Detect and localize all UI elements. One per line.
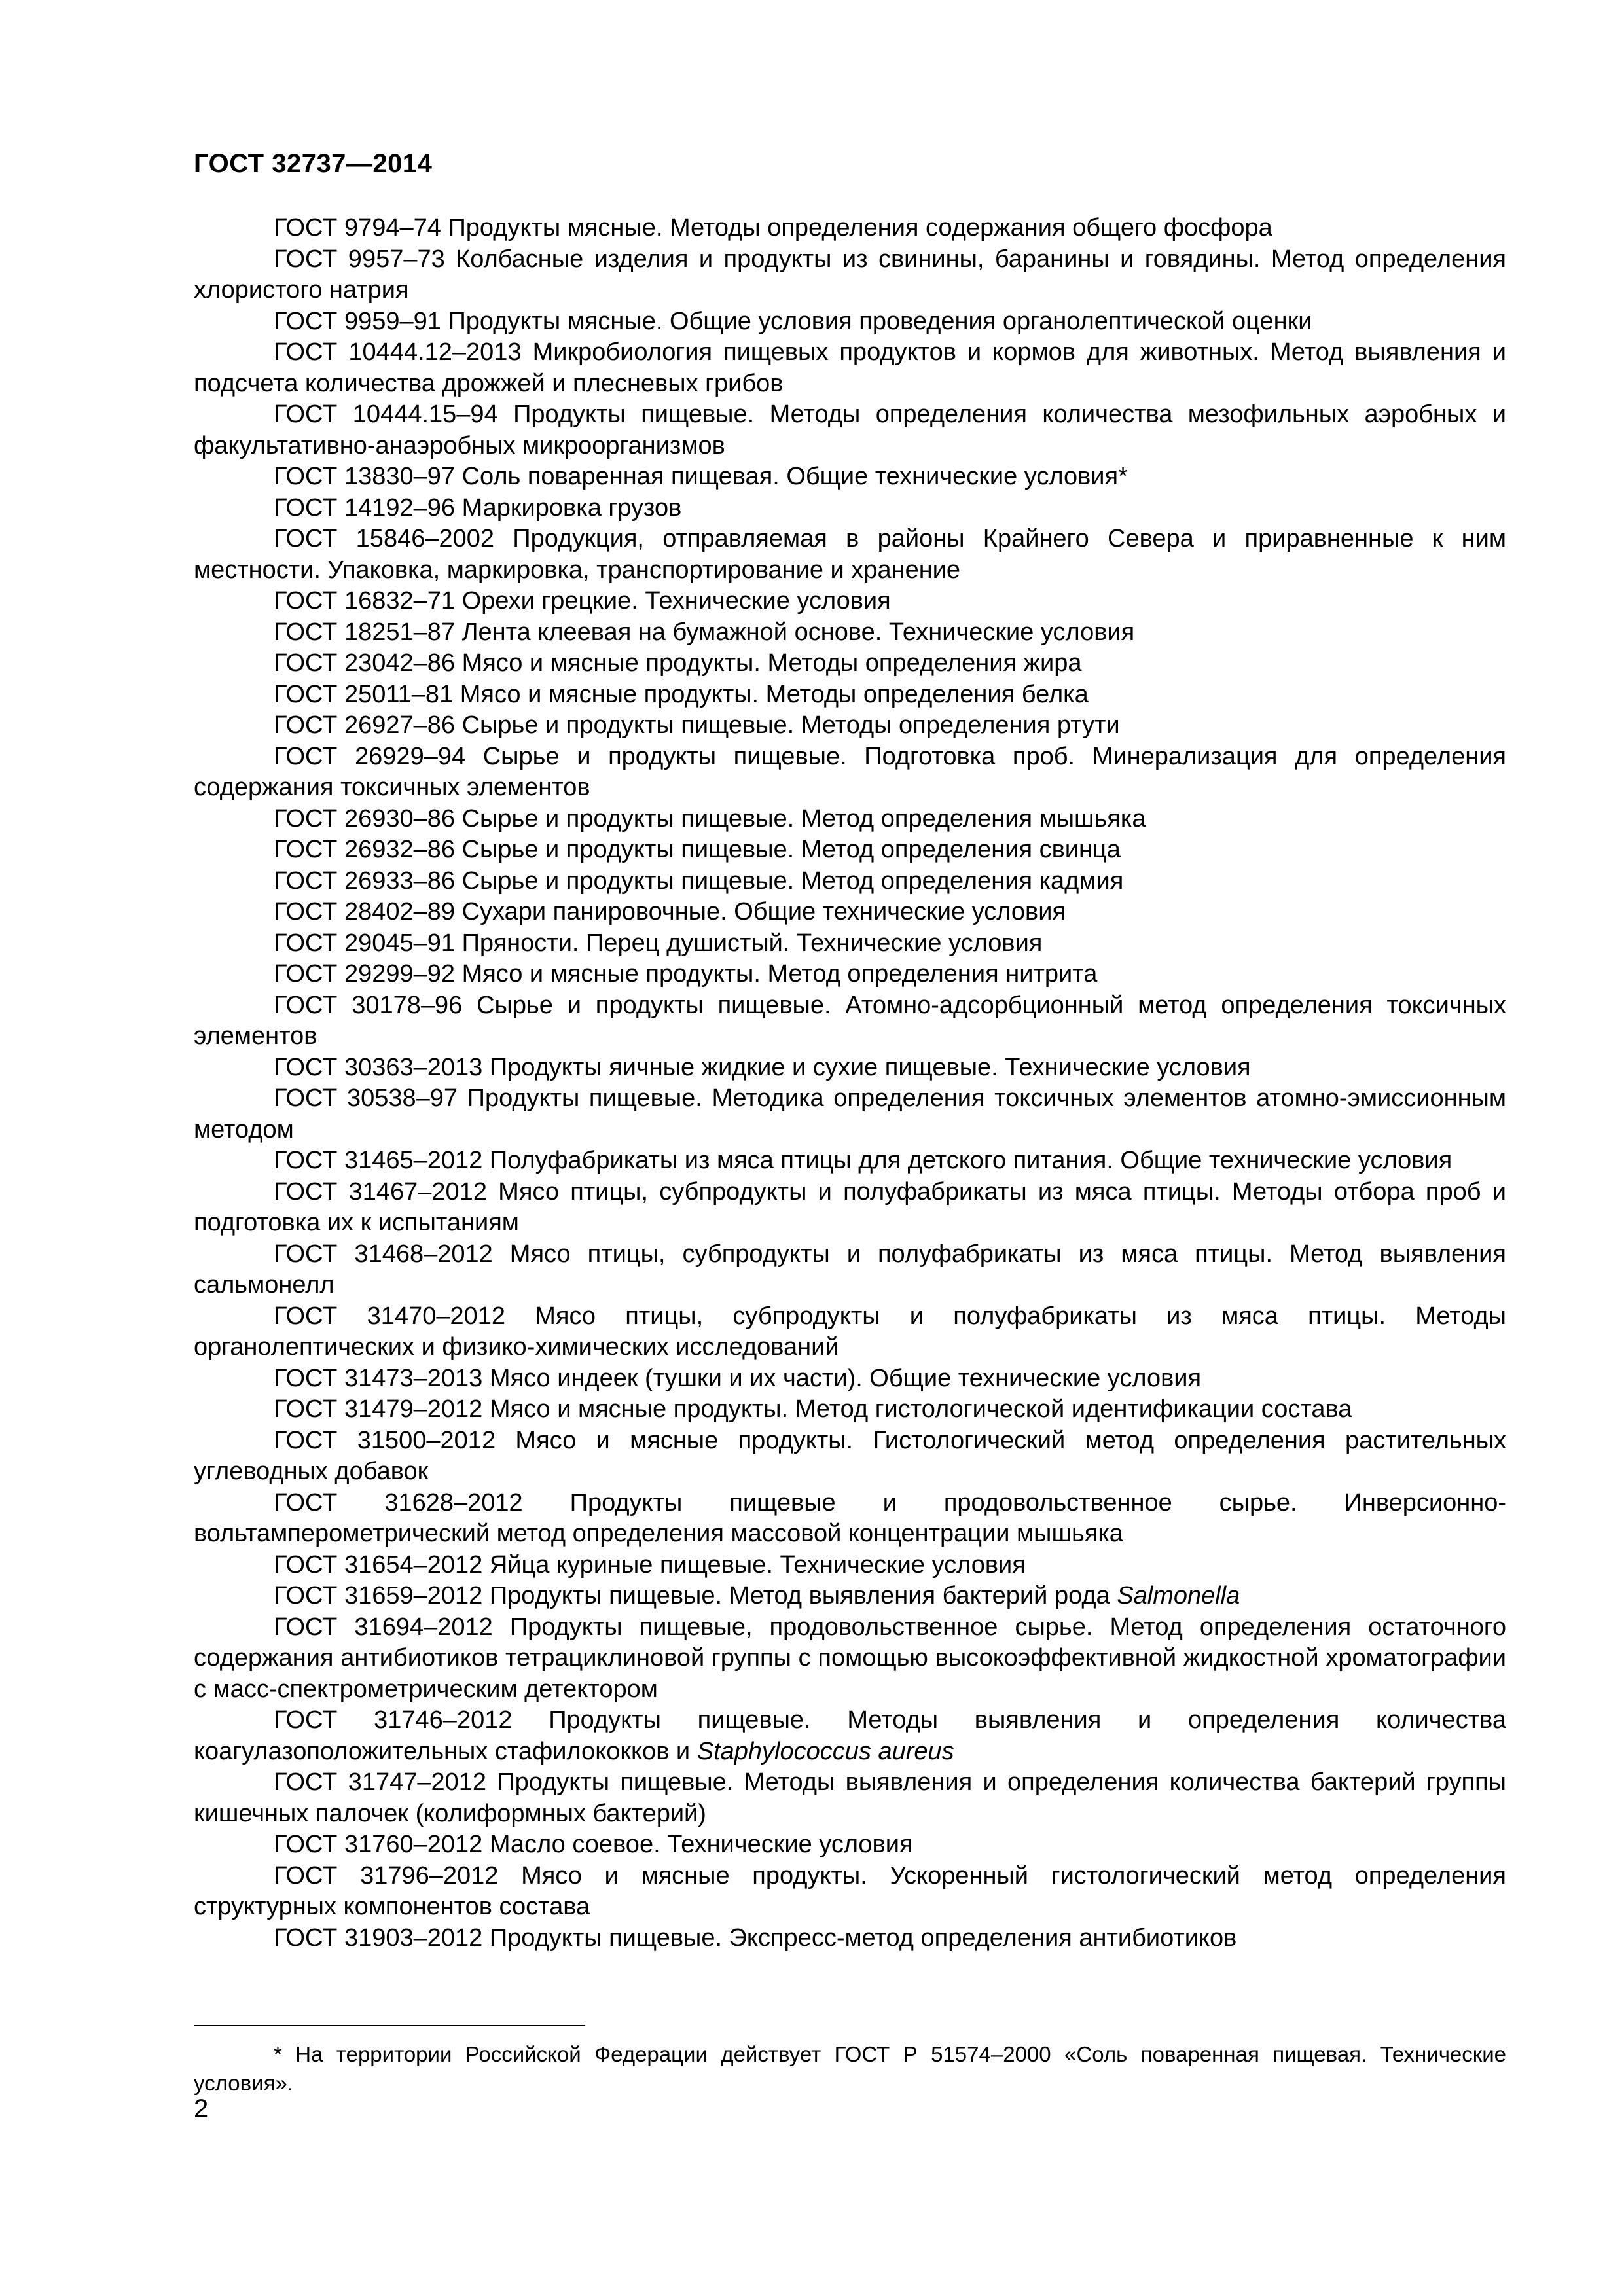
reference-item xyxy=(194,1581,1506,1612)
reference-item xyxy=(194,213,1506,244)
reference-item xyxy=(194,866,1506,897)
reference-item xyxy=(194,1177,1506,1239)
reference-text: ГОСТ 23042–86 Мясо и мясные продукты. Методы определения жира xyxy=(274,649,1082,677)
reference-text: ГОСТ 26932–86 Сырье и продукты пищевые. Метод определения свинца xyxy=(274,836,1121,863)
reference-item xyxy=(194,1767,1506,1829)
reference-text: ГОСТ 31903–2012 Продукты пищевые. Экспресс-метод определения антибиотиков xyxy=(274,1924,1237,1952)
reference-text: ГОСТ 31500–2012 Мясо и мясные продукты. Гистологический метод определения растительных углеводных добавок xyxy=(194,1426,1506,1485)
reference-text: ГОСТ 9957–73 Колбасные изделия и продукты из свинины, баранины и говядины. Метод определения хлористого натрия xyxy=(194,245,1506,304)
reference-item xyxy=(194,1426,1506,1488)
footnote-divider xyxy=(194,2025,585,2026)
reference-item xyxy=(194,1705,1506,1767)
reference-item xyxy=(194,897,1506,928)
reference-text: ГОСТ 31473–2013 Мясо индеек (тушки и их части). Общие технические условия xyxy=(274,1364,1202,1392)
reference-text: ГОСТ 30363–2013 Продукты яичные жидкие и сухие пищевые. Технические условия xyxy=(274,1053,1251,1081)
reference-text: ГОСТ 31747–2012 Продукты пищевые. Методы выявления и определения количества бактерий группы кишечных палочек (колиформных бактерий) xyxy=(194,1768,1506,1827)
reference-item xyxy=(194,1301,1506,1363)
reference-text: ГОСТ 30178–96 Сырье и продукты пищевые. Атомно-адсорбционный метод определения токсичных элементов xyxy=(194,991,1506,1050)
reference-text: ГОСТ 31470–2012 Мясо птицы, субпродукты и полуфабрикаты из мяса птицы. Методы органолептических и физико-химических исследований xyxy=(194,1302,1506,1361)
reference-text: ГОСТ 30538–97 Продукты пищевые. Методика определения токсичных элементов атомно-эмиссионным методом xyxy=(194,1085,1506,1143)
reference-item xyxy=(194,461,1506,493)
reference-text: ГОСТ 10444.15–94 Продукты пищевые. Методы определения количества мезофильных аэробных и факультативно-анаэробных микроорганизмов xyxy=(194,401,1506,459)
normative-references-list xyxy=(194,213,1506,1954)
reference-text: ГОСТ 31467–2012 Мясо птицы, субпродукты и полуфабрикаты из мяса птицы. Методы отбора проб и подготовка их к испытаниям xyxy=(194,1177,1506,1236)
document-header: ГОСТ 32737—2014 xyxy=(194,149,433,178)
reference-item xyxy=(194,648,1506,679)
reference-item xyxy=(194,524,1506,586)
reference-item xyxy=(194,928,1506,960)
reference-item xyxy=(194,1145,1506,1177)
reference-item xyxy=(194,1363,1506,1395)
reference-text: ГОСТ 28402–89 Сухари панировочные. Общие технические условия xyxy=(274,898,1066,925)
reference-item xyxy=(194,617,1506,649)
reference-item xyxy=(194,1394,1506,1426)
reference-item xyxy=(194,244,1506,306)
reference-item xyxy=(194,493,1506,524)
reference-item xyxy=(194,1239,1506,1301)
reference-text: ГОСТ 18251–87 Лента клеевая на бумажной основе. Технические условия xyxy=(274,618,1135,646)
reference-item xyxy=(194,679,1506,711)
reference-text: ГОСТ 29299–92 Мясо и мясные продукты. Метод определения нитрита xyxy=(274,960,1098,988)
reference-item xyxy=(194,804,1506,835)
reference-text: ГОСТ 26927–86 Сырье и продукты пищевые. Методы определения ртути xyxy=(274,711,1120,739)
reference-text: ГОСТ 16832–71 Орехи грецкие. Технические условия xyxy=(274,587,891,615)
reference-text: ГОСТ 26930–86 Сырье и продукты пищевые. Метод определения мышьяка xyxy=(274,804,1146,833)
reference-item xyxy=(194,1550,1506,1581)
reference-text: ГОСТ 10444.12–2013 Микробиология пищевых продуктов и кормов для животных. Метод выявления и подсчета количества дрожжей и плесневых грибов xyxy=(194,338,1506,397)
reference-text: ГОСТ 25011–81 Мясо и мясные продукты. Методы определения белка xyxy=(274,680,1089,708)
page-number: 2 xyxy=(194,2094,209,2123)
reference-item xyxy=(194,586,1506,617)
reference-text: ГОСТ 9959–91 Продукты мясные. Общие условия проведения органолептической оценки xyxy=(274,307,1312,335)
reference-italic-term: Salmonella xyxy=(1117,1582,1240,1609)
reference-text: ГОСТ 26929–94 Сырье и продукты пищевые. Подготовка проб. Минерализация для определения содержания токсичных элементов xyxy=(194,742,1506,801)
reference-item xyxy=(194,306,1506,338)
reference-text: ГОСТ 31628–2012 Продукты пищевые и продовольственное сырье. Инверсионно-вольтамперометрический метод определения массовой концентрации мышьяка xyxy=(194,1488,1506,1547)
reference-item xyxy=(194,1488,1506,1550)
reference-text: ГОСТ 31694–2012 Продукты пищевые, продовольственное сырье. Метод определения остаточного содержания антибиотиков тетрациклиновой группы с помощью высокоэффективной жидкостной хроматографии с масс-спектрометрическим детектором xyxy=(194,1613,1506,1703)
reference-item xyxy=(194,1861,1506,1923)
reference-text: ГОСТ 31760–2012 Масло соевое. Технические условия xyxy=(274,1831,913,1858)
reference-text: ГОСТ 15846–2002 Продукция, отправляемая в районы Крайнего Севера и приравненные к ним местности. Упаковка, маркировка, транспортирование и хранение xyxy=(194,525,1506,584)
reference-text: ГОСТ 31468–2012 Мясо птицы, субпродукты и полуфабрикаты из мяса птицы. Метод выявления сальмонелл xyxy=(194,1240,1506,1299)
reference-text: ГОСТ 31479–2012 Мясо и мясные продукты. Метод гистологической идентификации состава xyxy=(274,1395,1352,1423)
reference-item xyxy=(194,1083,1506,1145)
reference-item xyxy=(194,990,1506,1052)
reference-text: ГОСТ 9794–74 Продукты мясные. Методы определения содержания общего фосфора xyxy=(274,214,1272,242)
reference-item xyxy=(194,1829,1506,1861)
reference-text: ГОСТ 29045–91 Пряности. Перец душистый. Технические условия xyxy=(274,929,1043,957)
reference-text: ГОСТ 31796–2012 Мясо и мясные продукты. Ускоренный гистологический метод определения структурных компонентов состава xyxy=(194,1861,1506,1920)
reference-text: ГОСТ 14192–96 Маркировка грузов xyxy=(274,493,682,522)
reference-item xyxy=(194,1923,1506,1954)
reference-item xyxy=(194,1052,1506,1084)
reference-item xyxy=(194,710,1506,742)
reference-text: ГОСТ 31465–2012 Полуфабрикаты из мяса птицы для детского питания. Общие технические условия xyxy=(274,1147,1453,1174)
reference-item xyxy=(194,399,1506,461)
reference-item xyxy=(194,742,1506,804)
reference-text: ГОСТ 31659–2012 Продукты пищевые. Метод выявления бактерий рода xyxy=(274,1582,1117,1609)
reference-text: ГОСТ 26933–86 Сырье и продукты пищевые. Метод определения кадмия xyxy=(274,867,1124,895)
reference-item xyxy=(194,337,1506,399)
reference-text: ГОСТ 31746–2012 Продукты пищевые. Методы выявления и определения количества коагулазоположительных стафилококков и xyxy=(194,1706,1506,1765)
reference-item xyxy=(194,1612,1506,1706)
reference-italic-term: Staphylococcus aureus xyxy=(696,1737,954,1765)
reference-text: ГОСТ 31654–2012 Яйца куриные пищевые. Технические условия xyxy=(274,1551,1026,1579)
reference-item xyxy=(194,959,1506,990)
reference-text: ГОСТ 13830–97 Соль поваренная пищевая. Общие технические условия* xyxy=(274,463,1128,490)
footnote: * На территории Российской Федерации действует ГОСТ Р 51574–2000 «Соль поваренная пищевая. Технические условия». xyxy=(194,2042,1506,2095)
reference-item xyxy=(194,834,1506,866)
